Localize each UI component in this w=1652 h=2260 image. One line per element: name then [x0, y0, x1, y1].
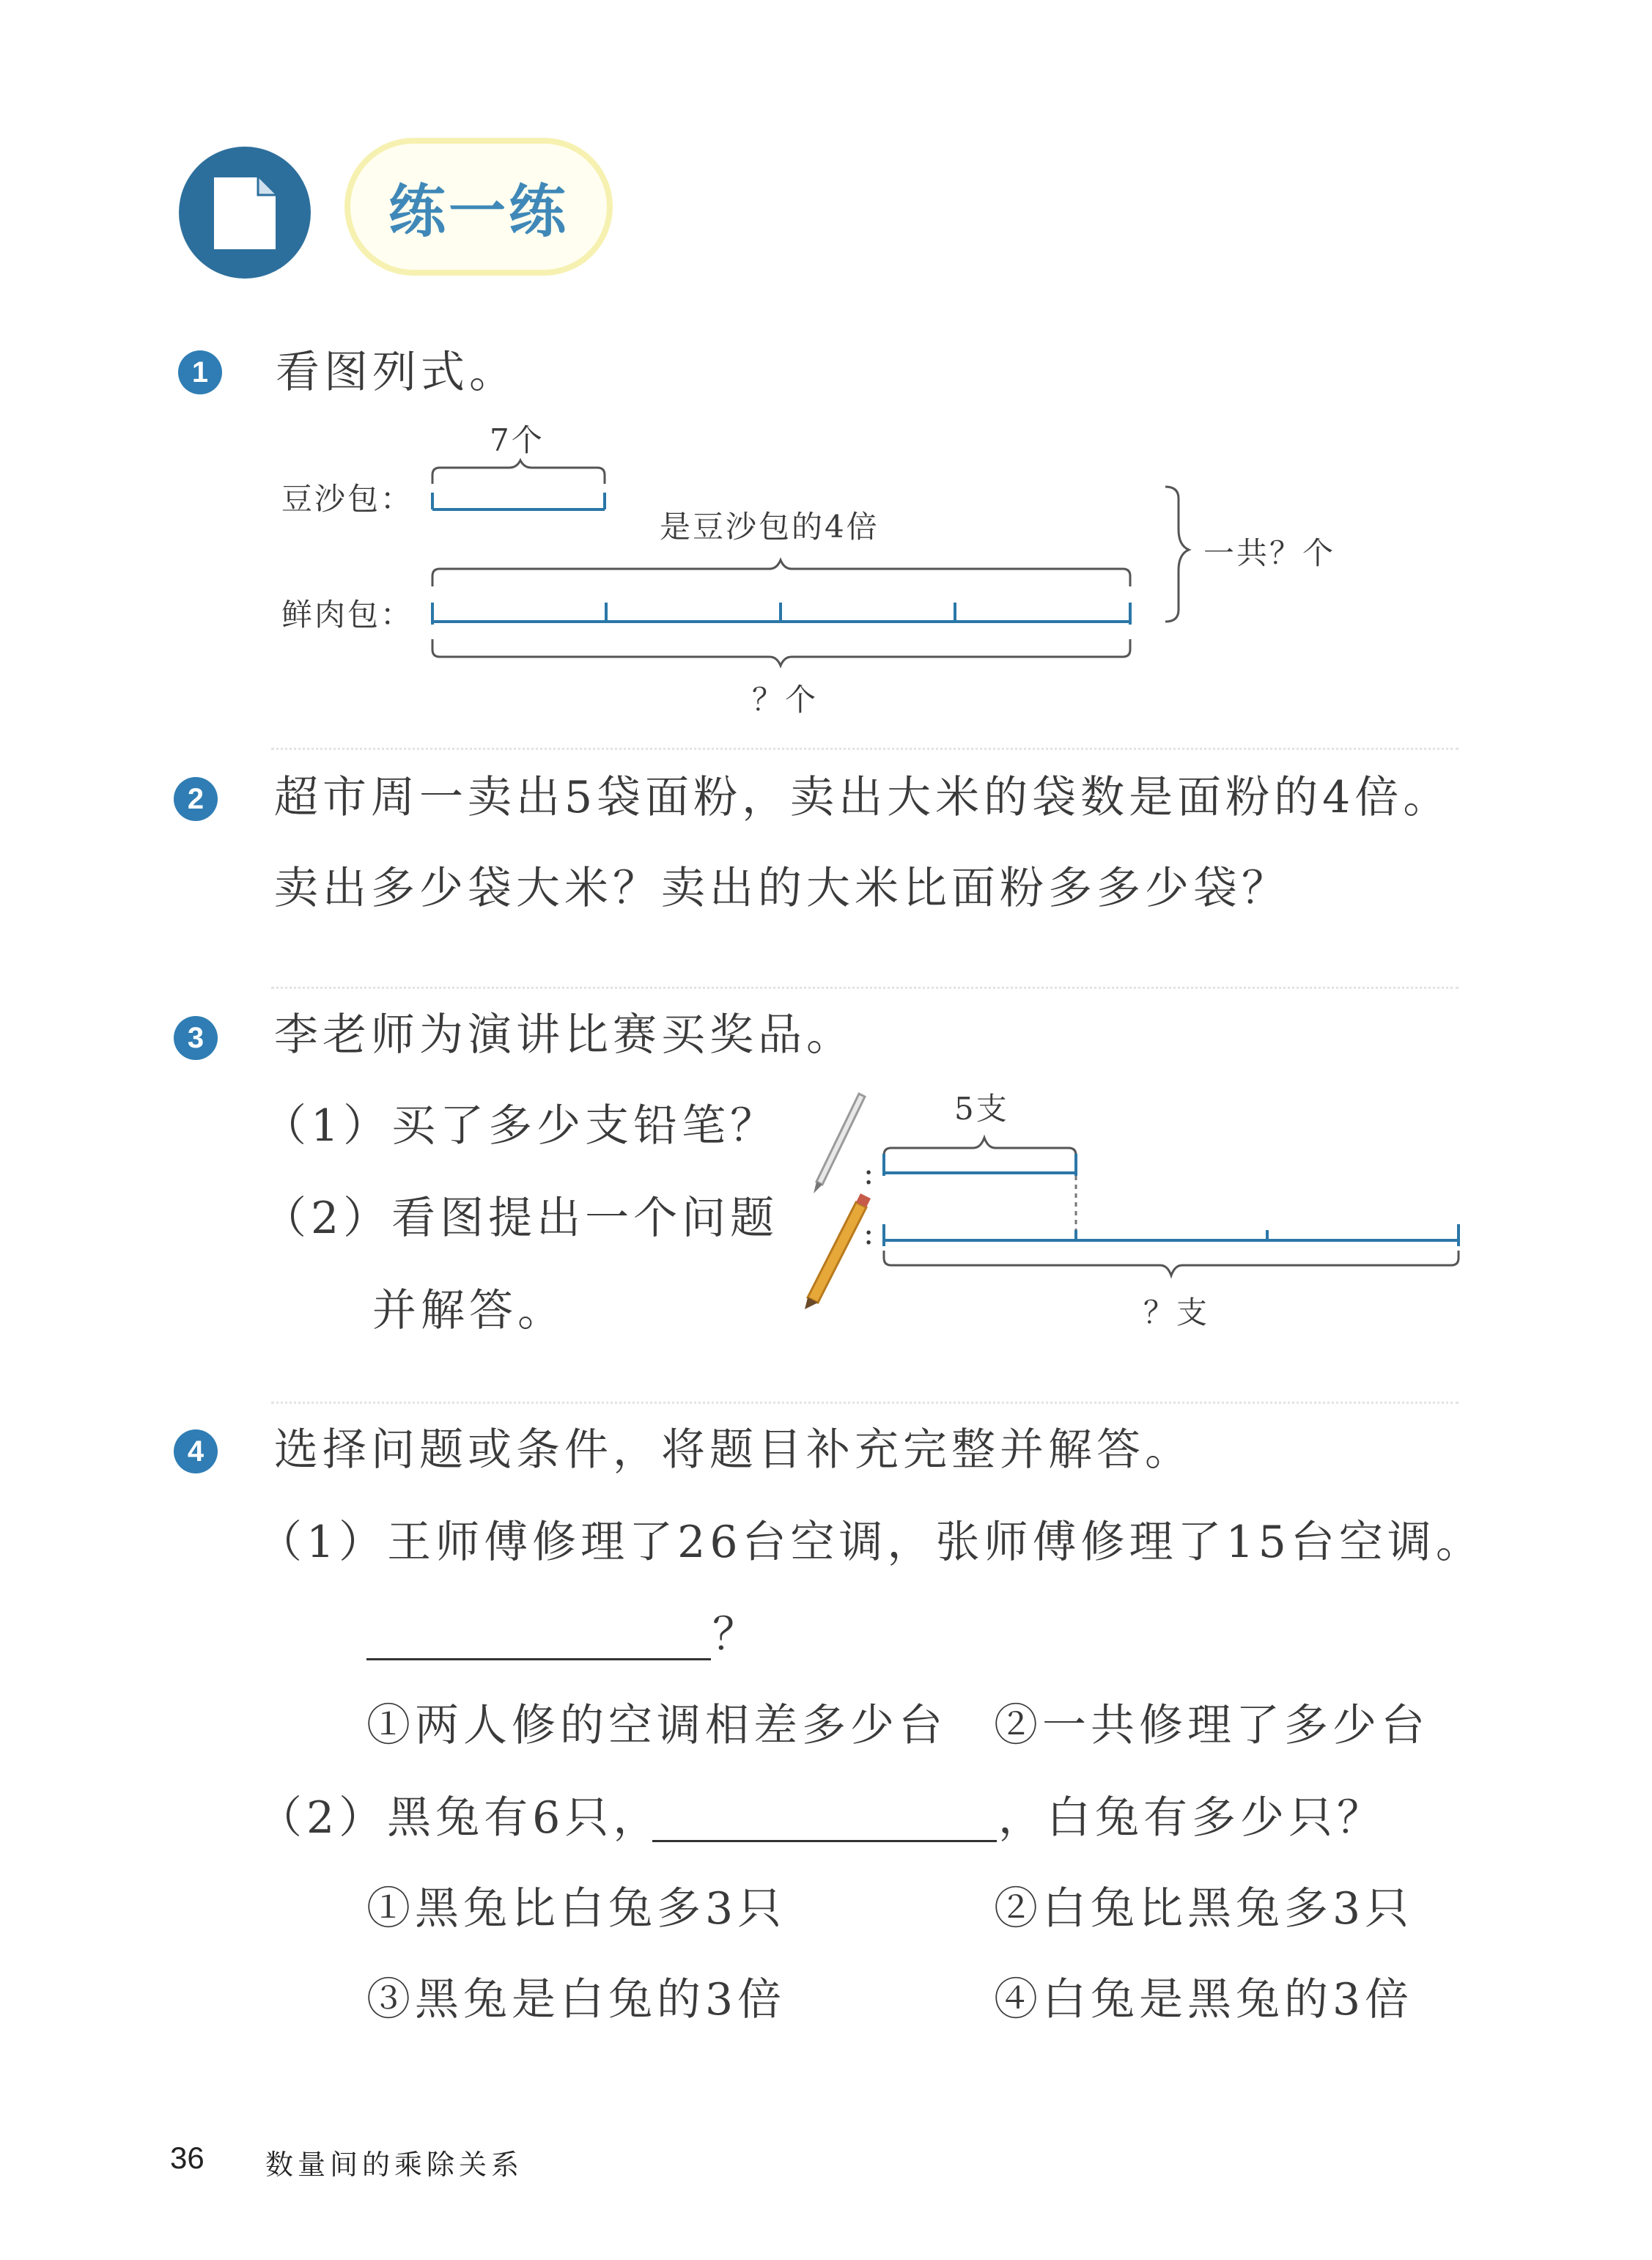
q3-sub-2b: 并解答。 [372, 1285, 566, 1336]
q1-label-meat: 鲜肉包： [281, 597, 414, 633]
q3-sub-2a: （2）看图提出一个问题 [262, 1193, 779, 1244]
q4-part-2-option-3[interactable]: ③黑兔是白兔的3倍 [366, 1974, 786, 2025]
q4-part-1-option-1[interactable]: ①两人修的空调相差多少台 [366, 1700, 947, 1751]
q4-part-2-prefix: （2）黑兔有6只， [258, 1792, 662, 1844]
q1-segment-label: 7个 [490, 422, 545, 458]
q4-part-2-option-1[interactable]: ①黑兔比白兔多3只 [366, 1883, 786, 1935]
q4-blank-2[interactable] [652, 1840, 997, 1842]
q2-line-1: 超市周一卖出5袋面粉，卖出大米的袋数是面粉的4倍。 [274, 772, 1452, 823]
page-number: 36 [170, 2141, 204, 2175]
q2-line-2: 卖出多少袋大米？卖出的大米比面粉多多少袋？ [274, 863, 1290, 914]
q1-label-red-bean: 豆沙包： [281, 481, 414, 517]
question-number-1: 1 [178, 350, 222, 394]
q1-times-label: 是豆沙包的4倍 [660, 509, 880, 545]
q3-colon-pencil: : [863, 1215, 877, 1251]
q3-segment-label: 5支 [954, 1091, 1009, 1127]
page-title: 练一练 [388, 179, 569, 245]
q4-prompt: 选择问题或条件，将题目补充完整并解答。 [274, 1424, 1193, 1476]
question-number-4: 4 [174, 1429, 218, 1473]
q4-part-2-option-4[interactable]: ④白兔是黑兔的3倍 [994, 1974, 1414, 2025]
q4-part-1: （1）王师傅修理了26台空调，张师傅修理了15台空调。 [258, 1517, 1484, 1568]
q4-part-2-option-2[interactable]: ②白兔比黑兔多3只 [994, 1883, 1414, 1935]
q3-pencil-bar [884, 1224, 1459, 1246]
q1-total-label: 一共？个 [1203, 535, 1336, 571]
pencil-icon [805, 1193, 871, 1309]
q3-bottom-brace [884, 1251, 1459, 1276]
q4-blank-1[interactable] [366, 1658, 711, 1660]
q3-colon-pen: : [863, 1155, 877, 1191]
q3-prompt: 李老师为演讲比赛买奖品。 [274, 1009, 855, 1061]
q4-part-1-qmark: ？ [712, 1609, 761, 1660]
q4-part-2-suffix: ，白兔有多少只？ [998, 1792, 1385, 1844]
q4-part-1-option-2[interactable]: ②一共修理了多少台 [994, 1700, 1429, 1751]
q3-sub-1: （1）买了多少支铅笔？ [262, 1100, 779, 1152]
q3-segment-brace [884, 1138, 1076, 1166]
question-number-3: 3 [174, 1016, 218, 1060]
question-number-2: 2 [174, 777, 218, 821]
chapter-title: 数量间的乘除关系 [265, 2149, 524, 2181]
separator [271, 1402, 1459, 1404]
q3-pen-bar [884, 1154, 1076, 1176]
pen-icon [814, 1094, 865, 1193]
q3-bottom-label: ？支 [1143, 1295, 1210, 1330]
q1-bottom-label: ？个 [752, 682, 819, 718]
q1-prompt: 看图列式。 [276, 347, 517, 398]
